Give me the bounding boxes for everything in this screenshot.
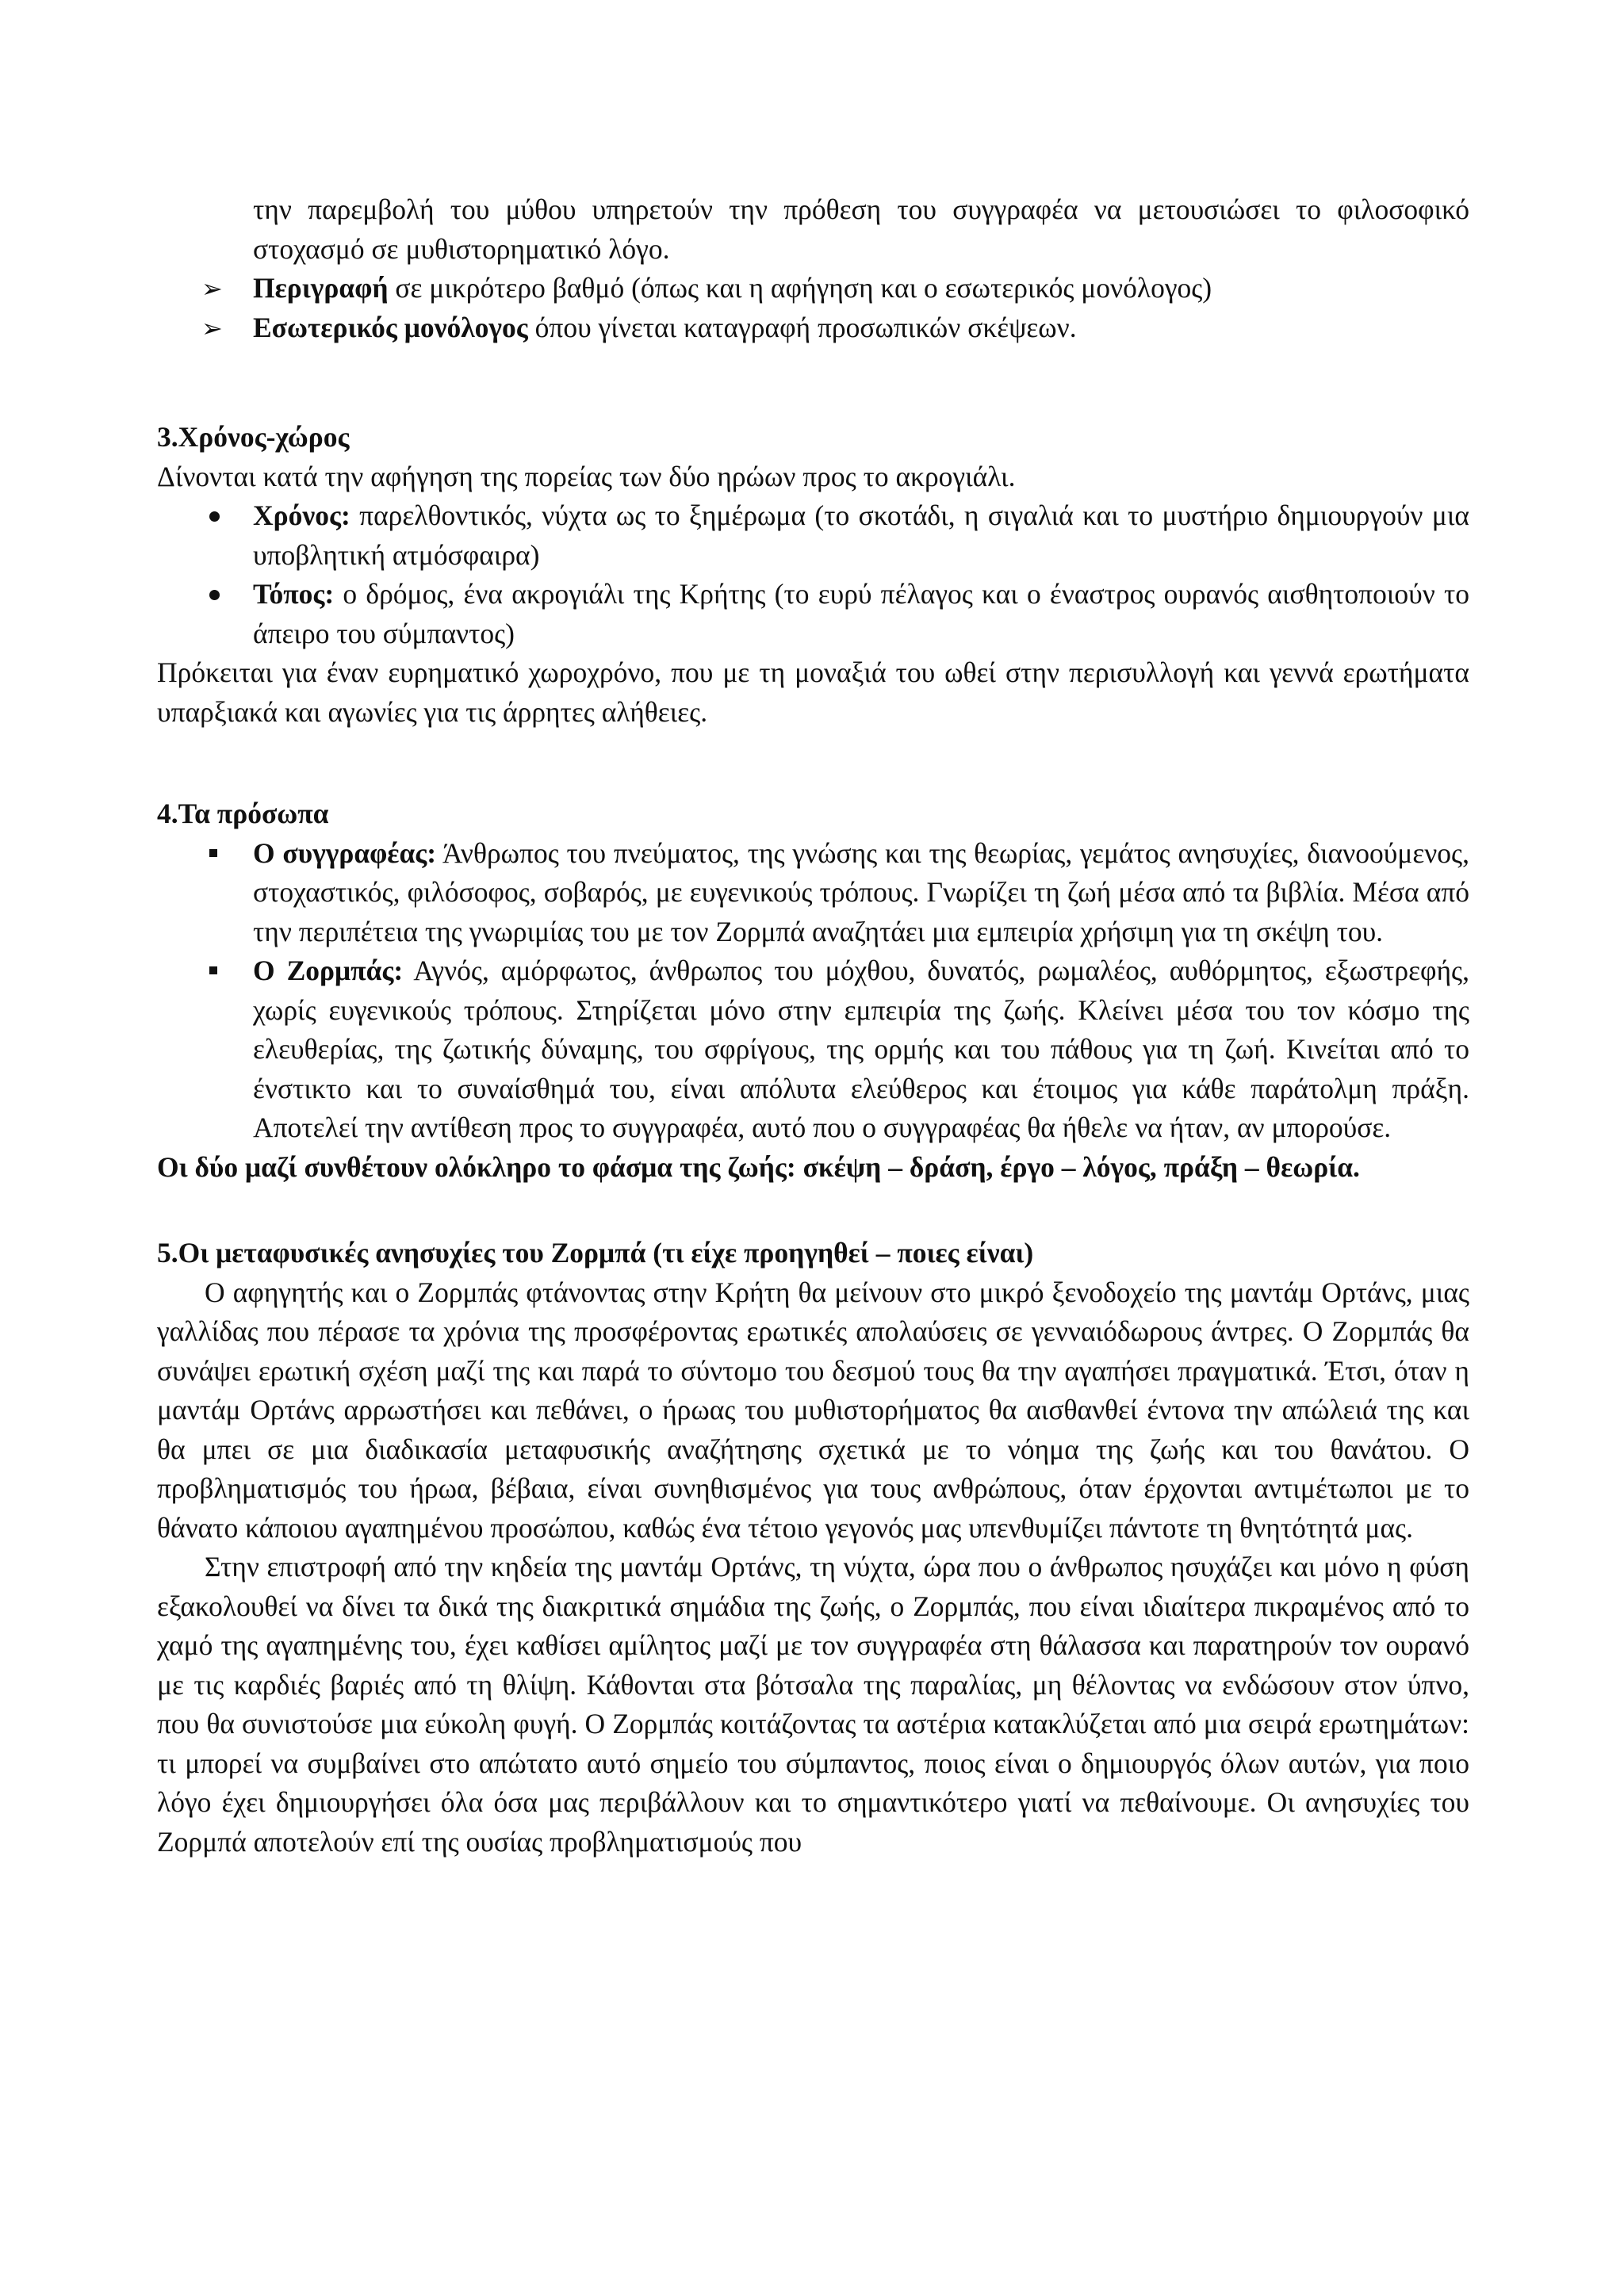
time-place-list — [157, 496, 1469, 653]
persons-list — [157, 834, 1469, 1148]
list-item: Χρόνος: παρελθοντικός, νύχτα ως το ξημέρωμα (το σκοτάδι, η σιγαλιά και το μυστήριο δημιουργούν μια υποβλητική ατμόσφαιρα) — [253, 499, 1469, 571]
paragraph: Στην επιστροφή από την κηδεία της μαντάμ Ορτάνς, τη νύχτα, ώρα που ο άνθρωπος ησυχάζει και μόνο η φύση εξακολουθεί να δίνει τα δικά της διακριτικά σημάδια της ζωής, ο Ζορμπάς, που είναι ιδιαίτερα πικραμένος από το χαμό της αγαπημένης του, έχει καθίσει αμίλητος μαζί με τον συγγραφέα στη θάλασσα και παρατηρούν τον ουρανό με τις καρδιές βαριές από τη θλίψη. Κάθονται στα βότσαλα της παραλίας, μη θέλοντας να ενδώσουν στον ύπνο, που θα συνιστούσε μια εύκολη φυγή. Ο Ζορμπάς κοιτάζοντας τα αστέρια κατακλύζεται από μια σειρά ερωτημάτων: τι μπορεί να συμβαίνει στο απώτατο αυτό σημείο του σύμπαντος, ποιος είναι ο δημιουργός όλων αυτών, για ποιο λόγο έχει δημιουργήσει όλα όσα μας περιβάλλουν και το σημαντικότερο γιατί να πεθαίνουμε. Οι ανησυχίες του Ζορμπά αποτελούν επί της ουσίας προβληματισμούς που — [157, 1551, 1469, 1858]
list-item: Τόπος: ο δρόμος, ένα ακρογιάλι της Κρήτης (το ευρύ πέλαγος και ο έναστρος ουρανός αισθητοποιούν το άπειρο του σύμπαντος) — [253, 578, 1469, 649]
paragraph: Ο αφηγητής και ο Ζορμπάς φτάνοντας στην Κρήτη θα μείνουν στο μικρό ξενοδοχείο της μαντάμ Ορτάνς, μιας γαλλίδας που πέρασε τα χρόνια της προσφέροντας ερωτικές απολαύσεις σε γενναιόδωρους άντρες. Ο Ζορμπάς θα συνάψει ερωτική σχέση μαζί της και παρά το σύντομο του δεσμού τους θα την αγαπήσει πραγματικά. Έτσι, όταν η μαντάμ Ορτάνς αρρωστήσει και πεθάνει, ο ήρωας του μυθιστορήματος θα αισθανθεί έντονα την απώλειά της και θα μπει σε μια διαδικασία μεταφυσικής αναζήτησης σχετικά με το νόημα της ζωής και του θανάτου. Ο προβληματισμός του ήρωα, βέβαια, είναι συνηθισμένος για τους ανθρώπους, όταν έρχονται αντιμέτωποι με το θάνατο κάποιου αγαπημένου προσώπου, καθώς ένα τέτοιο γεγονός μας υπενθυμίζει πάντοτε τη θνητότητά μας. — [157, 1276, 1469, 1544]
section-heading-time-place: 3.Χρόνος-χώρος — [157, 421, 350, 453]
list-item: ➢ Εσωτερικός μονόλογος όπου γίνεται καταγραφή προσωπικών σκέψεων. — [157, 308, 1469, 348]
list-item: Ο Ζορμπάς: Αγνός, αμόρφωτος, άνθρωπος του μόχθου, δυνατός, ρωμαλέος, αυθόρμητος, εξωστρεφής, χωρίς ευγενικούς τρόπους. Στηρίζεται μόνο στην εμπειρία της ζωής. Κλείνει μέσα του τον κόσμο της ελευθερίας, της ζωτικής δύναμης, του σφρίγους, της ορμής και του πάθους για τη ζωή. Κινείται από το ένστικτο και το συναίσθημά του, είναι απόλυτα ελεύθερος και έτοιμος για κάθε παράτολμη πράξη. Αποτελεί την αντίθεση προς το συγγραφέα, αυτό που ο συγγραφέας θα ήθελε να ήταν, αν μπορούσε. — [253, 955, 1469, 1143]
section-closing-bold: Οι δύο μαζί συνθέτουν ολόκληρο το φάσμα της ζωής: σκέψη – δράση, έργο – λόγος, πράξη – θεωρία. — [157, 1150, 1360, 1183]
intro-continuation: την παρεμβολή του μύθου υπηρετούν την πρόθεση του συγγραφέα να μετουσιώσει το φιλοσοφικό στοχασμό σε μυθιστορηματικό λόγο. — [253, 193, 1469, 265]
list-item: Ο συγγραφέας: Άνθρωπος του πνεύματος, της γνώσης και της θεωρίας, γεμάτος ανησυχίες, διανοούμενος, στοχαστικός, φιλόσοφος, σοβαρός, με ευγενικούς τρόπους. Γνωρίζει τη ζωή μέσα από τα βιβλία. Μέσα από την περιπέτεια της γνωριμίας του με τον Ζορμπά αναζητάει μια εμπειρία χρήσιμη για τη σκέψη του. — [253, 836, 1469, 947]
intro-arrow-list — [157, 269, 1469, 347]
section-closing: Πρόκειται για έναν ευρηματικό χωροχρόνο, που με τη μοναξιά του ωθεί στην περισυλλογή και γεννά ερωτήματα υπαρξιακά και αγωνίες για τις άρρητες αλήθειες. — [157, 656, 1469, 728]
section-intro: Δίνονται κατά την αφήγηση της πορείας των δύο ηρώων προς το ακρογιάλι. — [157, 460, 1016, 492]
arrow-bullet-icon: ➢ — [201, 274, 223, 303]
document-page — [157, 190, 1469, 1862]
section-heading-persons: 4.Τα πρόσωπα — [157, 798, 329, 829]
arrow-bullet-icon: ➢ — [201, 313, 223, 342]
section-heading-metaphysics: 5.Οι μεταφυσικές ανησυχίες του Ζορμπά (τι είχε προηγηθεί – ποιες είναι) — [157, 1237, 1034, 1269]
list-item: ➢ Περιγραφή σε μικρότερο βαθμό (όπως και η αφήγηση και ο εσωτερικός μονόλογος) — [157, 269, 1469, 308]
